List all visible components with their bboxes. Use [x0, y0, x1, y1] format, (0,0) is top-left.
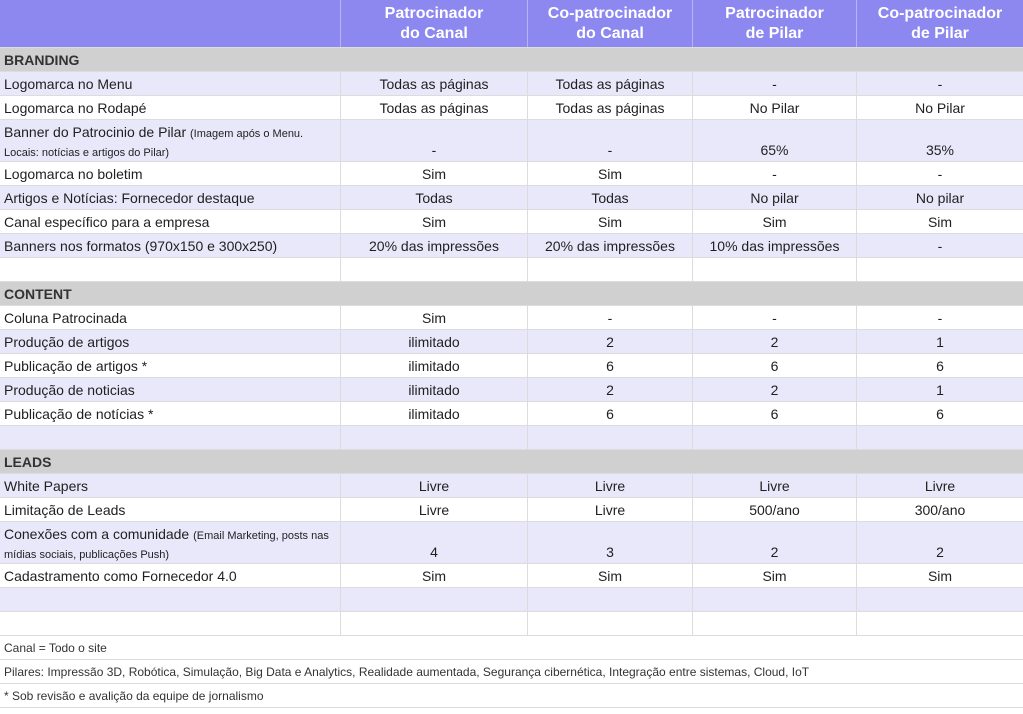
- row-label[interactable]: Cadastramento como Fornecedor 4.0: [0, 564, 341, 587]
- cell-value[interactable]: 6: [693, 354, 857, 377]
- section-header-branding: [0, 48, 1023, 72]
- cell-value[interactable]: 6: [528, 402, 693, 425]
- cell-value[interactable]: Sim: [528, 210, 693, 233]
- cell-value[interactable]: Sim: [341, 564, 528, 587]
- cell-value[interactable]: Sim: [528, 564, 693, 587]
- row-label: Conexões com a comunidade: [4, 526, 194, 542]
- cell-value[interactable]: Sim: [927, 567, 953, 584]
- header-patrocinador-canal[interactable]: Patrocinador do Canal: [341, 0, 528, 47]
- cell-value[interactable]: Livre: [693, 474, 857, 497]
- section-title[interactable]: LEADS: [4, 453, 52, 470]
- cell-value[interactable]: Todas: [341, 186, 528, 209]
- cell-value[interactable]: 65%: [693, 120, 857, 161]
- cell-value[interactable]: 2: [693, 378, 857, 401]
- row-label[interactable]: Limitação de Leads: [0, 498, 341, 521]
- table-row: [0, 402, 1023, 426]
- empty-cell[interactable]: [341, 588, 528, 611]
- table-row: [0, 306, 1023, 330]
- row-label[interactable]: Logomarca no Menu: [0, 72, 341, 95]
- cell-value[interactable]: Sim: [341, 210, 528, 233]
- cell-value[interactable]: Todas as páginas: [341, 72, 528, 95]
- section-header-leads: [0, 450, 1023, 474]
- cell-value[interactable]: 20% das impressões: [528, 234, 693, 257]
- cell-value[interactable]: 2: [528, 330, 693, 353]
- header-row: [0, 0, 1023, 48]
- row-note: (Email Marketing, posts nas mídias sociais, publicações Push): [4, 530, 329, 561]
- empty-cell[interactable]: [341, 258, 528, 281]
- cell-value[interactable]: ilimitado: [341, 378, 528, 401]
- cell-value[interactable]: 500/ano: [693, 498, 857, 521]
- empty-cell[interactable]: [0, 426, 341, 449]
- cell-value[interactable]: -: [937, 75, 943, 92]
- cell-value[interactable]: 4: [341, 522, 528, 563]
- cell-value[interactable]: Todas: [528, 186, 693, 209]
- row-label[interactable]: Publicação de notícias *: [0, 402, 341, 425]
- cell-value[interactable]: Sim: [693, 210, 857, 233]
- table-row: [0, 186, 1023, 210]
- cell-value[interactable]: 20% das impressões: [341, 234, 528, 257]
- cell-value[interactable]: 2: [693, 330, 857, 353]
- row-label[interactable]: Produção de noticias: [0, 378, 341, 401]
- cell-value[interactable]: -: [693, 72, 857, 95]
- row-label-with-note[interactable]: [0, 522, 341, 563]
- footnote-row: [0, 636, 1023, 660]
- cell-value[interactable]: -: [341, 120, 528, 161]
- cell-value[interactable]: No Pilar: [915, 99, 965, 116]
- empty-cell[interactable]: [341, 612, 528, 635]
- empty-row: [0, 612, 1023, 636]
- empty-cell[interactable]: [0, 588, 341, 611]
- empty-cell[interactable]: [693, 258, 857, 281]
- empty-cell[interactable]: [341, 426, 528, 449]
- empty-cell[interactable]: [857, 426, 1023, 449]
- cell-value[interactable]: 3: [528, 522, 693, 563]
- cell-value[interactable]: -: [528, 120, 693, 161]
- table-row: [0, 564, 1023, 588]
- cell-value[interactable]: Sim: [927, 213, 953, 230]
- row-label[interactable]: White Papers: [0, 474, 341, 497]
- header-copatrocinador-pilar[interactable]: Co-patrocinador de Pilar: [877, 4, 1003, 42]
- row-note: (Imagem após o Menu. Locais: notícias e artigos do Pilar): [4, 128, 304, 159]
- table-row: [0, 330, 1023, 354]
- cell-value[interactable]: -: [693, 306, 857, 329]
- cell-value[interactable]: Todas as páginas: [341, 96, 528, 119]
- cell-value[interactable]: 6: [936, 405, 944, 422]
- empty-row: [0, 426, 1023, 450]
- empty-cell[interactable]: [693, 612, 857, 635]
- empty-cell[interactable]: [693, 426, 857, 449]
- cell-value[interactable]: Livre: [341, 498, 528, 521]
- cell-value[interactable]: Sim: [341, 306, 528, 329]
- empty-cell[interactable]: [528, 612, 693, 635]
- cell-value[interactable]: -: [937, 309, 943, 326]
- empty-cell[interactable]: [693, 588, 857, 611]
- cell-value[interactable]: 35%: [925, 142, 955, 158]
- header-copatrocinador-canal[interactable]: Co-patrocinador do Canal: [528, 0, 693, 47]
- section-header-content: [0, 282, 1023, 306]
- empty-cell[interactable]: [857, 612, 1023, 635]
- section-title[interactable]: BRANDING: [4, 51, 80, 68]
- cell-value[interactable]: Todas as páginas: [528, 72, 693, 95]
- row-label[interactable]: Artigos e Notícias: Fornecedor destaque: [0, 186, 341, 209]
- row-label[interactable]: Coluna Patrocinada: [0, 306, 341, 329]
- table-row: [0, 96, 1023, 120]
- footnote-canal[interactable]: Canal = Todo o site: [4, 640, 107, 655]
- table-row: [0, 498, 1023, 522]
- cell-value[interactable]: 1: [936, 333, 944, 350]
- empty-cell[interactable]: [528, 588, 693, 611]
- cell-value[interactable]: No pilar: [915, 189, 965, 206]
- row-label[interactable]: Canal específico para a empresa: [0, 210, 341, 233]
- header-patrocinador-pilar[interactable]: Patrocinador de Pilar: [693, 0, 857, 47]
- footnote-row: [0, 684, 1023, 708]
- cell-value[interactable]: -: [937, 165, 943, 182]
- cell-value[interactable]: 6: [528, 354, 693, 377]
- footnote-row: [0, 660, 1023, 684]
- cell-value[interactable]: No pilar: [693, 186, 857, 209]
- row-label-with-note[interactable]: [0, 120, 341, 161]
- cell-value[interactable]: -: [528, 306, 693, 329]
- cell-value[interactable]: Livre: [528, 498, 693, 521]
- row-label[interactable]: Logomarca no Rodapé: [0, 96, 341, 119]
- row-label[interactable]: Produção de artigos: [0, 330, 341, 353]
- table-row: [0, 72, 1023, 96]
- cell-value[interactable]: Sim: [528, 162, 693, 185]
- cell-value[interactable]: No Pilar: [693, 96, 857, 119]
- cell-value[interactable]: Livre: [924, 477, 956, 494]
- cell-value[interactable]: 6: [693, 402, 857, 425]
- cell-value[interactable]: 300/ano: [914, 501, 966, 518]
- table-row: [0, 522, 1023, 564]
- table-row: [0, 378, 1023, 402]
- footnote-revisao[interactable]: * Sob revisão e avalição da equipe de jornalismo: [4, 688, 264, 703]
- empty-cell[interactable]: [0, 612, 341, 635]
- empty-row: [0, 258, 1023, 282]
- table-row: [0, 474, 1023, 498]
- cell-value[interactable]: Sim: [693, 564, 857, 587]
- table-row: [0, 234, 1023, 258]
- table-row: [0, 210, 1023, 234]
- cell-value[interactable]: 6: [936, 357, 944, 374]
- cell-value[interactable]: -: [937, 237, 943, 254]
- cell-value[interactable]: 2: [528, 378, 693, 401]
- empty-cell[interactable]: [857, 258, 1023, 281]
- cell-value[interactable]: 2: [936, 544, 944, 560]
- cell-value[interactable]: -: [693, 162, 857, 185]
- cell-value[interactable]: 1: [936, 381, 944, 398]
- empty-cell[interactable]: [0, 258, 341, 281]
- cell-value[interactable]: Livre: [341, 474, 528, 497]
- cell-value[interactable]: 2: [693, 522, 857, 563]
- row-label[interactable]: Logomarca no boletim: [0, 162, 341, 185]
- table-row: [0, 162, 1023, 186]
- row-label: Banner do Patrocinio de Pilar: [4, 124, 190, 140]
- cell-value[interactable]: 10% das impressões: [693, 234, 857, 257]
- table-row: [0, 120, 1023, 162]
- section-title[interactable]: CONTENT: [4, 285, 72, 302]
- empty-cell[interactable]: [857, 588, 1023, 611]
- cell-value[interactable]: ilimitado: [341, 354, 528, 377]
- empty-cell[interactable]: [528, 258, 693, 281]
- empty-row: [0, 588, 1023, 612]
- empty-cell[interactable]: [528, 426, 693, 449]
- row-label[interactable]: Banners nos formatos (970x150 e 300x250): [0, 234, 341, 257]
- cell-value[interactable]: Sim: [341, 162, 528, 185]
- cell-value[interactable]: ilimitado: [341, 402, 528, 425]
- cell-value[interactable]: ilimitado: [341, 330, 528, 353]
- cell-value[interactable]: Todas as páginas: [528, 96, 693, 119]
- header-corner-cell[interactable]: [0, 0, 341, 47]
- footnote-pilares[interactable]: Pilares: Impressão 3D, Robótica, Simulação, Big Data e Analytics, Realidade aumentada, Segurança cibernética, Integração entre sistemas, Cloud, IoT: [4, 664, 810, 679]
- table-row: [0, 354, 1023, 378]
- row-label[interactable]: Publicação de artigos *: [0, 354, 341, 377]
- cell-value[interactable]: Livre: [528, 474, 693, 497]
